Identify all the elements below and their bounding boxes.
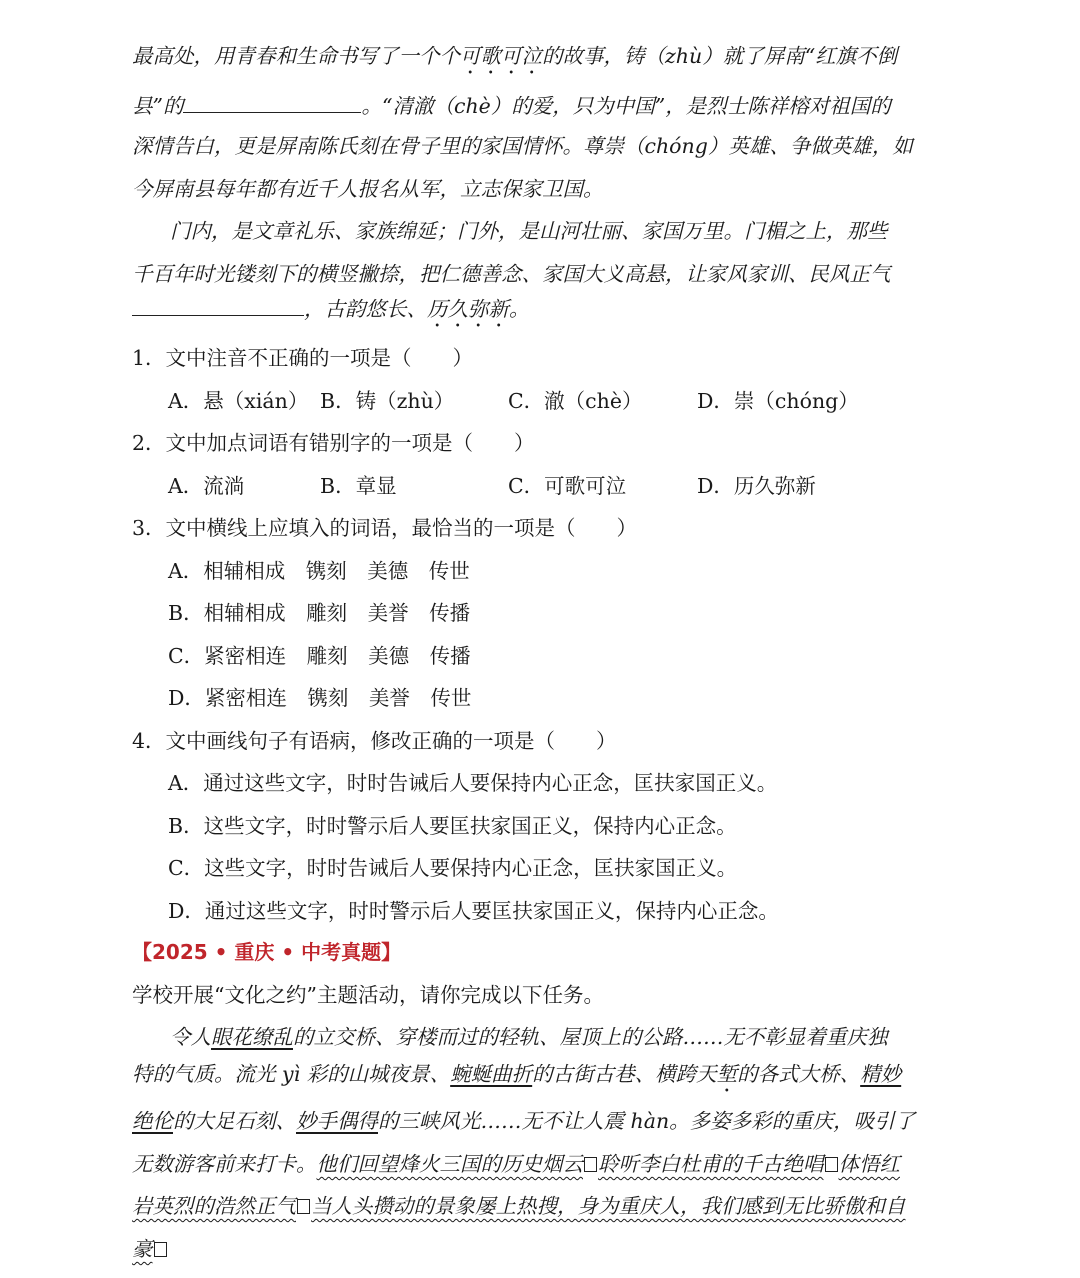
question-4-stem: 4．文中画线句子有语病，修改正确的一项是（ ） bbox=[132, 729, 617, 753]
question-1-stem: 1．文中注音不正确的一项是（ ） bbox=[132, 346, 474, 370]
q3-option-a[interactable]: A．相辅相成 镌刻 美德 传世 bbox=[168, 559, 470, 583]
underlined-word: 眼花缭乱 bbox=[211, 1025, 293, 1049]
underlined-word: 妙手偶得 bbox=[296, 1109, 378, 1133]
q1-option-b[interactable]: B．铸（zhù） bbox=[320, 389, 455, 413]
passage1-line1: 最高处，用青春和生命书写了一个个可歌可泣的故事，铸（zhù）就了屏南“红旗不倒 bbox=[132, 44, 898, 68]
q2-option-a[interactable]: A．流淌 bbox=[168, 474, 245, 498]
passage2-line6 bbox=[132, 1239, 948, 1260]
q4-option-c[interactable]: C．这些文字，时时告诫后人要保持内心正念，匡扶家国正义。 bbox=[168, 856, 738, 880]
q2-option-c[interactable]: C．可歌可泣 bbox=[508, 474, 627, 498]
q3-option-d[interactable]: D．紧密相连 镌刻 美誉 传世 bbox=[168, 686, 472, 710]
q1-option-a[interactable]: A．悬（xián） bbox=[168, 389, 309, 413]
question-2-stem: 2．文中加点词语有错别字的一项是（ ） bbox=[132, 431, 535, 455]
punctuation-box[interactable] bbox=[584, 1157, 597, 1172]
passage1-line6: 千百年时光镂刻下的横竖撇捺，把仁德善念、家国大义高悬，让家风家训、民风正气 bbox=[132, 262, 891, 286]
punctuation-box[interactable] bbox=[154, 1242, 167, 1257]
dotted-word: 堑 bbox=[716, 1062, 738, 1086]
passage2-line2: 特的气质。流光 yì 彩的山城夜景、蜿蜒曲折的古街古巷、横跨天堑的各式大桥、精妙 bbox=[132, 1062, 902, 1086]
q1-option-c[interactable]: C．澈（chè） bbox=[508, 389, 643, 413]
q3-option-c[interactable]: C．紧密相连 雕刻 美德 传播 bbox=[168, 644, 471, 668]
wavy-underlined-sentence: 豪 bbox=[132, 1237, 153, 1261]
passage1-line7: ，古韵悠长、历久弥新。 bbox=[132, 297, 948, 332]
q4-option-b[interactable]: B．这些文字，时时警示后人要匡扶家国正义，保持内心正念。 bbox=[168, 814, 737, 838]
question-3-stem: 3．文中横线上应填入的词语，最恰当的一项是（ ） bbox=[132, 516, 638, 540]
punctuation-box[interactable] bbox=[825, 1157, 838, 1172]
underlined-word: 绝伦 bbox=[132, 1109, 173, 1133]
section-intro: 学校开展“文化之约”主题活动，请你完成以下任务。 bbox=[132, 983, 604, 1007]
passage1-line5: 门内，是文章礼乐、家族绵延；门外，是山河壮丽、家国万里。门楣之上，那些 bbox=[170, 219, 888, 243]
section-heading: 【2025 • 重庆 • 中考真题】 bbox=[132, 940, 402, 964]
passage2-line5 bbox=[132, 1196, 948, 1217]
wavy-underlined-sentence: 当人头攒动的景象屡上热搜，身为重庆人，我们感到无比骄傲和自 bbox=[311, 1194, 906, 1218]
passage1-line3: 深情告白，更是屏南陈氏刻在骨子里的家国情怀。尊崇（chóng）英雄、争做英雄，如 bbox=[132, 134, 913, 158]
passage2-line1: 令人眼花缭乱的立交桥、穿楼而过的轻轨、屋顶上的公路……无不彰显着重庆独 bbox=[170, 1025, 888, 1049]
fill-blank-2[interactable] bbox=[132, 297, 304, 316]
wavy-underlined-sentence: 聆听李白杜甫的千古绝唱 bbox=[598, 1152, 824, 1176]
q4-option-a[interactable]: A．通过这些文字，时时告诫后人要保持内心正念，匡扶家国正义。 bbox=[168, 771, 778, 795]
passage2-line4: 无数游客前来打卡。他们回望烽火三国的历史烟云 聆听李白杜甫的千古绝唱 体悟红 bbox=[132, 1152, 900, 1176]
passage1-line2: 县”的 。“清澈（chè）的爱，只为中国”，是烈士陈祥榕对祖国的 bbox=[132, 94, 891, 118]
wavy-underlined-sentence: 体悟红 bbox=[838, 1152, 900, 1176]
q2-option-b[interactable]: B．章显 bbox=[320, 474, 397, 498]
q2-option-d[interactable]: D．历久弥新 bbox=[697, 474, 816, 498]
passage1-line4: 今屏南县每年都有近千人报名从军，立志保家卫国。 bbox=[132, 177, 604, 201]
wavy-underlined-sentence: 他们回望烽火三国的历史烟云 bbox=[316, 1152, 583, 1176]
underlined-word: 精妙 bbox=[860, 1062, 902, 1086]
dotted-word: 可歌可泣 bbox=[460, 44, 542, 68]
underlined-word: 蜿蜒曲折 bbox=[450, 1062, 533, 1086]
passage2-line3: 绝伦的大足石刻、妙手偶得的三峡风光……无不让人震 hàn。多姿多彩的重庆，吸引了 bbox=[132, 1109, 916, 1133]
q1-option-d[interactable]: D．崇（chóng） bbox=[697, 389, 859, 413]
q4-option-d[interactable]: D．通过这些文字，时时警示后人要匡扶家国正义，保持内心正念。 bbox=[168, 899, 779, 923]
fill-blank-1[interactable] bbox=[183, 94, 361, 113]
q3-option-b[interactable]: B．相辅相成 雕刻 美誉 传播 bbox=[168, 601, 471, 625]
wavy-underlined-sentence: 岩英烈的浩然正气 bbox=[132, 1194, 296, 1218]
punctuation-box[interactable] bbox=[297, 1199, 310, 1214]
dotted-word: 历久弥新 bbox=[427, 297, 509, 321]
